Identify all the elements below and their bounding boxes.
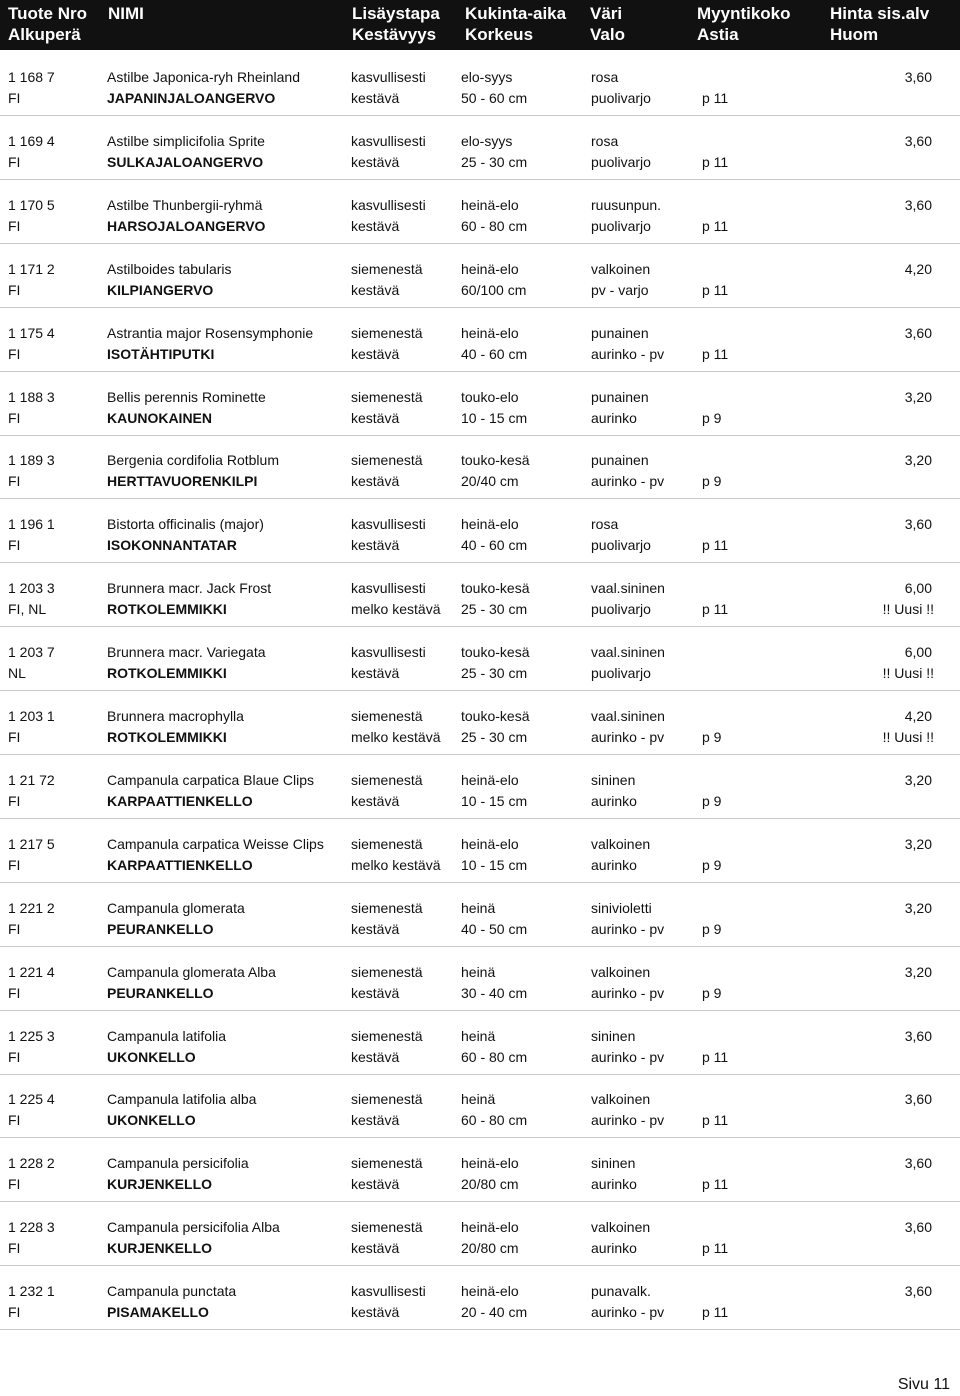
light: aurinko - pv <box>591 345 665 362</box>
bloom-time: touko-kesä <box>461 580 530 597</box>
flower-color: valkoinen <box>591 963 651 980</box>
product-number: 1 232 1 <box>8 1283 55 1300</box>
origin: FI <box>8 1112 21 1129</box>
bloom-time: heinä <box>461 899 496 916</box>
origin: FI, NL <box>8 601 47 618</box>
bloom-time: heinä <box>461 963 496 980</box>
latin-name: Astilbe simplicifolia Sprite <box>107 132 265 149</box>
price: 3,60 <box>904 132 932 149</box>
latin-name: Astilboides tabularis <box>107 260 232 277</box>
height: 25 - 30 cm <box>461 665 528 682</box>
table-row <box>0 133 960 197</box>
finnish-name: HERTTAVUORENKILPI <box>107 473 258 490</box>
hardiness: kestävä <box>351 537 400 554</box>
propagation-method: kasvullisesti <box>351 644 426 661</box>
finnish-name: SULKAJALOANGERVO <box>107 153 264 170</box>
pot-size: p 11 <box>702 1048 729 1065</box>
height: 20/80 cm <box>461 1240 519 1257</box>
height: 20/80 cm <box>461 1176 519 1193</box>
hardiness: kestävä <box>351 473 400 490</box>
finnish-name: KURJENKELLO <box>107 1176 213 1193</box>
bloom-time: heinä <box>461 1027 496 1044</box>
product-number: 1 175 4 <box>8 324 55 341</box>
light: aurinko - pv <box>591 1304 665 1321</box>
propagation-method: siemenestä <box>351 1219 423 1236</box>
height: 25 - 30 cm <box>461 153 528 170</box>
product-number: 1 228 2 <box>8 1155 55 1172</box>
light: aurinko <box>591 1240 637 1257</box>
flower-color: sininen <box>591 1155 636 1172</box>
table-row <box>0 772 960 836</box>
origin: FI <box>8 1048 21 1065</box>
price: 6,00 <box>904 580 932 597</box>
latin-name: Astilbe Japonica-ryh Rheinland <box>107 69 300 85</box>
flower-color: punavalk. <box>591 1283 651 1300</box>
propagation-method: kasvullisesti <box>351 69 426 85</box>
height: 25 - 30 cm <box>461 601 528 618</box>
origin: FI <box>8 1176 21 1193</box>
propagation-method: kasvullisesti <box>351 580 426 597</box>
header-nimi: NIMI <box>108 4 144 23</box>
latin-name: Campanula carpatica Weisse Clips <box>107 835 324 852</box>
propagation-method: siemenestä <box>351 260 423 277</box>
row-divider <box>0 1137 960 1138</box>
latin-name: Brunnera macr. Variegata <box>107 644 266 661</box>
price: 3,60 <box>904 324 932 341</box>
light: aurinko <box>591 1176 637 1193</box>
table-row <box>0 516 960 580</box>
row-divider <box>0 754 960 755</box>
flower-color: punainen <box>591 324 649 341</box>
propagation-method: siemenestä <box>351 452 423 469</box>
bloom-time: heinä-elo <box>461 1283 519 1300</box>
hardiness: kestävä <box>351 409 400 426</box>
flower-color: rosa <box>591 69 619 85</box>
height: 20 - 40 cm <box>461 1304 528 1321</box>
price: 3,60 <box>904 69 932 85</box>
flower-color: vaal.sininen <box>591 644 665 661</box>
bloom-time: heinä-elo <box>461 516 519 533</box>
price: 3,60 <box>904 1091 932 1108</box>
row-divider <box>0 115 960 116</box>
bloom-time: touko-kesä <box>461 708 530 724</box>
finnish-name: KARPAATTIENKELLO <box>107 856 253 873</box>
pot-size: p 9 <box>702 856 722 873</box>
flower-color: valkoinen <box>591 835 651 852</box>
propagation-method: siemenestä <box>351 835 423 852</box>
hardiness: kestävä <box>351 1112 400 1129</box>
height: 60 - 80 cm <box>461 217 528 234</box>
table-row <box>0 644 960 708</box>
origin: FI <box>8 984 21 1001</box>
flower-color: valkoinen <box>591 260 651 277</box>
origin: FI <box>8 409 21 426</box>
product-number: 1 203 1 <box>8 708 55 724</box>
table-row <box>0 964 960 1028</box>
flower-color: valkoinen <box>591 1219 651 1236</box>
latin-name: Campanula persicifolia <box>107 1155 249 1172</box>
flower-color: valkoinen <box>591 1091 651 1108</box>
pot-size: p 9 <box>702 920 722 937</box>
latin-name: Campanula glomerata <box>107 899 245 916</box>
finnish-name: ISOTÄHTIPUTKI <box>107 345 215 362</box>
finnish-name: KURJENKELLO <box>107 1240 213 1257</box>
pot-size: p 11 <box>702 217 729 234</box>
latin-name: Bistorta officinalis (major) <box>107 516 264 533</box>
latin-name: Bergenia cordifolia Rotblum <box>107 452 279 469</box>
light: aurinko - pv <box>591 984 665 1001</box>
row-divider <box>0 626 960 627</box>
pot-size: p 11 <box>702 1176 729 1193</box>
finnish-name: ISOKONNANTATAR <box>107 537 237 554</box>
price: 6,00 <box>904 644 932 661</box>
origin: FI <box>8 920 21 937</box>
propagation-method: siemenestä <box>351 388 423 405</box>
latin-name: Astilbe Thunbergii-ryhmä <box>107 196 263 213</box>
origin: FI <box>8 537 21 554</box>
row-divider <box>0 1265 960 1266</box>
pot-size: p 9 <box>702 729 722 745</box>
pot-size: p 11 <box>702 153 729 170</box>
product-number: 1 203 7 <box>8 644 55 661</box>
flower-color: rosa <box>591 516 619 533</box>
propagation-method: siemenestä <box>351 324 423 341</box>
header-alkupera: Alkuperä <box>8 25 81 44</box>
latin-name: Campanula latifolia <box>107 1027 227 1044</box>
product-number: 1 225 4 <box>8 1091 55 1108</box>
hardiness: melko kestävä <box>351 729 441 745</box>
height: 40 - 60 cm <box>461 537 528 554</box>
table-row <box>0 197 960 261</box>
row-divider <box>0 690 960 691</box>
height: 20/40 cm <box>461 473 519 490</box>
origin: FI <box>8 217 21 234</box>
bloom-time: heinä-elo <box>461 260 519 277</box>
price: 3,20 <box>904 388 932 405</box>
height: 25 - 30 cm <box>461 729 528 745</box>
table-row <box>0 1028 960 1092</box>
table-row <box>0 261 960 325</box>
finnish-name: HARSOJALOANGERVO <box>107 217 266 234</box>
latin-name: Campanula carpatica Blaue Clips <box>107 771 314 788</box>
finnish-name: KARPAATTIENKELLO <box>107 792 253 809</box>
hardiness: kestävä <box>351 1240 400 1257</box>
hardiness: kestävä <box>351 920 400 937</box>
hardiness: melko kestävä <box>351 601 441 618</box>
finnish-name: ROTKOLEMMIKKI <box>107 601 227 618</box>
hardiness: kestävä <box>351 90 400 106</box>
table-row <box>0 1155 960 1219</box>
table-row <box>0 1283 960 1347</box>
table-row <box>0 1219 960 1283</box>
propagation-method: siemenestä <box>351 1027 423 1044</box>
light: puolivarjo <box>591 601 651 618</box>
height: 60 - 80 cm <box>461 1048 528 1065</box>
bloom-time: heinä-elo <box>461 1219 519 1236</box>
latin-name: Astrantia major Rosensymphonie <box>107 324 314 341</box>
header-kukinta-aika: Kukinta-aika <box>465 4 567 23</box>
light: puolivarjo <box>591 665 651 682</box>
header-valo: Valo <box>590 25 625 44</box>
row-divider <box>0 562 960 563</box>
row-divider <box>0 1201 960 1202</box>
pot-size: p 11 <box>702 90 729 106</box>
row-divider <box>0 818 960 819</box>
origin: FI <box>8 90 21 106</box>
product-number: 1 196 1 <box>8 516 55 533</box>
header-korkeus: Korkeus <box>465 25 534 44</box>
latin-name: Brunnera macrophylla <box>107 708 244 724</box>
flower-color: punainen <box>591 388 649 405</box>
propagation-method: kasvullisesti <box>351 516 426 533</box>
light: puolivarjo <box>591 153 651 170</box>
height: 10 - 15 cm <box>461 409 528 426</box>
price: 3,20 <box>904 963 932 980</box>
height: 10 - 15 cm <box>461 792 528 809</box>
bloom-time: elo-syys <box>461 69 513 85</box>
hardiness: kestävä <box>351 345 400 362</box>
bloom-time: heinä-elo <box>461 196 519 213</box>
table-row <box>0 1091 960 1155</box>
row-divider <box>0 435 960 436</box>
price: 3,20 <box>904 899 932 916</box>
origin: FI <box>8 792 21 809</box>
hardiness: kestävä <box>351 153 400 170</box>
height: 40 - 50 cm <box>461 920 528 937</box>
pot-size: p 11 <box>702 1304 729 1321</box>
product-number: 1 221 4 <box>8 963 55 980</box>
header-tuote-nro: Tuote Nro <box>8 4 88 23</box>
product-number: 1 169 4 <box>8 132 55 149</box>
finnish-name: PEURANKELLO <box>107 920 214 937</box>
bloom-time: heinä <box>461 1091 496 1108</box>
light: pv - varjo <box>591 281 649 298</box>
origin: FI <box>8 281 21 298</box>
flower-color: rosa <box>591 132 619 149</box>
bloom-time: heinä-elo <box>461 324 519 341</box>
pot-size: p 11 <box>702 345 729 362</box>
flower-color: sininen <box>591 1027 636 1044</box>
latin-name: Campanula persicifolia Alba <box>107 1219 280 1236</box>
product-number: 1 188 3 <box>8 388 55 405</box>
bloom-time: elo-syys <box>461 132 513 149</box>
pot-size: p 11 <box>702 1240 729 1257</box>
product-number: 1 171 2 <box>8 260 55 277</box>
price: 4,20 <box>904 260 932 277</box>
finnish-name: KILPIANGERVO <box>107 281 214 298</box>
latin-name: Campanula latifolia alba <box>107 1091 257 1108</box>
light: puolivarjo <box>591 537 651 554</box>
hardiness: kestävä <box>351 984 400 1001</box>
flower-color: vaal.sininen <box>591 580 665 597</box>
propagation-method: kasvullisesti <box>351 1283 426 1300</box>
header-astia: Astia <box>697 25 739 44</box>
flower-color: vaal.sininen <box>591 708 665 724</box>
flower-color: sininen <box>591 771 636 788</box>
product-number: 1 203 3 <box>8 580 55 597</box>
light: aurinko - pv <box>591 1048 665 1065</box>
hardiness: melko kestävä <box>351 856 441 873</box>
table-row <box>0 389 960 453</box>
price: 3,20 <box>904 771 932 788</box>
row-divider <box>0 179 960 180</box>
price: 3,60 <box>904 1155 932 1172</box>
price: 3,20 <box>904 452 932 469</box>
light: aurinko <box>591 409 637 426</box>
header-hinta: Hinta sis.alv <box>830 4 930 23</box>
note: !! Uusi !! <box>882 601 934 618</box>
header-huom: Huom <box>830 25 879 44</box>
finnish-name: ROTKOLEMMIKKI <box>107 729 227 745</box>
bloom-time: heinä-elo <box>461 771 519 788</box>
propagation-method: siemenestä <box>351 899 423 916</box>
light: aurinko - pv <box>591 1112 665 1129</box>
propagation-method: siemenestä <box>351 1155 423 1172</box>
pot-size: p 11 <box>702 537 729 554</box>
hardiness: kestävä <box>351 1176 400 1193</box>
pot-size: p 9 <box>702 473 722 490</box>
latin-name: Campanula glomerata Alba <box>107 963 276 980</box>
origin: FI <box>8 1304 21 1321</box>
pot-size: p 9 <box>702 984 722 1001</box>
origin: FI <box>8 345 21 362</box>
flower-color: sinivioletti <box>591 899 652 916</box>
light: aurinko - pv <box>591 729 665 745</box>
price: 3,60 <box>904 1027 932 1044</box>
light: aurinko <box>591 792 637 809</box>
propagation-method: kasvullisesti <box>351 196 426 213</box>
header-myyntikoko: Myyntikoko <box>697 4 791 23</box>
origin: FI <box>8 1240 21 1257</box>
height: 40 - 60 cm <box>461 345 528 362</box>
flower-color: ruusunpun. <box>591 196 662 213</box>
row-divider <box>0 946 960 947</box>
price: 3,60 <box>904 1219 932 1236</box>
height: 60/100 cm <box>461 281 527 298</box>
product-number: 1 217 5 <box>8 835 55 852</box>
height: 30 - 40 cm <box>461 984 528 1001</box>
pot-size: p 9 <box>702 792 722 809</box>
hardiness: kestävä <box>351 217 400 234</box>
bloom-time: touko-kesä <box>461 644 530 661</box>
header-lisaystapa: Lisäystapa <box>352 4 440 23</box>
row-divider <box>0 1329 960 1330</box>
product-number: 1 189 3 <box>8 452 55 469</box>
height: 50 - 60 cm <box>461 90 528 106</box>
note: !! Uusi !! <box>882 729 934 745</box>
row-divider <box>0 498 960 499</box>
hardiness: kestävä <box>351 1048 400 1065</box>
pot-size: p 9 <box>702 409 722 426</box>
light: aurinko - pv <box>591 473 665 490</box>
table-row <box>0 708 960 772</box>
product-number: 1 170 5 <box>8 196 55 213</box>
product-number: 1 225 3 <box>8 1027 55 1044</box>
row-divider <box>0 243 960 244</box>
pot-size: p 11 <box>702 601 729 618</box>
bloom-time: heinä-elo <box>461 1155 519 1172</box>
latin-name: Bellis perennis Rominette <box>107 388 266 405</box>
product-number: 1 168 7 <box>8 69 55 85</box>
origin: FI <box>8 153 21 170</box>
propagation-method: siemenestä <box>351 708 423 724</box>
table-row <box>0 900 960 964</box>
row-divider <box>0 1010 960 1011</box>
table-row <box>0 325 960 389</box>
row-divider <box>0 1074 960 1075</box>
page-number: Sivu 11 <box>897 1376 950 1393</box>
table-row <box>0 580 960 644</box>
product-number: 1 221 2 <box>8 899 55 916</box>
price: 4,20 <box>904 708 932 724</box>
hardiness: kestävä <box>351 665 400 682</box>
bloom-time: heinä-elo <box>461 835 519 852</box>
price: 3,60 <box>904 516 932 533</box>
light: aurinko <box>591 856 637 873</box>
finnish-name: KAUNOKAINEN <box>107 409 212 426</box>
light: puolivarjo <box>591 217 651 234</box>
finnish-name: UKONKELLO <box>107 1112 196 1129</box>
hardiness: kestävä <box>351 792 400 809</box>
latin-name: Brunnera macr. Jack Frost <box>107 580 272 597</box>
row-divider <box>0 307 960 308</box>
finnish-name: UKONKELLO <box>107 1048 196 1065</box>
origin: FI <box>8 856 21 873</box>
price: 3,20 <box>904 835 932 852</box>
finnish-name: PEURANKELLO <box>107 984 214 1001</box>
product-number: 1 228 3 <box>8 1219 55 1236</box>
hardiness: kestävä <box>351 1304 400 1321</box>
table-row <box>0 452 960 516</box>
product-number: 1 21 72 <box>8 771 55 788</box>
row-divider <box>0 371 960 372</box>
table-row <box>0 836 960 900</box>
row-divider <box>0 882 960 883</box>
origin: NL <box>8 665 26 682</box>
latin-name: Campanula punctata <box>107 1283 237 1300</box>
propagation-method: kasvullisesti <box>351 132 426 149</box>
light: aurinko - pv <box>591 920 665 937</box>
pot-size: p 11 <box>702 1112 729 1129</box>
flower-color: punainen <box>591 452 649 469</box>
bloom-time: touko-elo <box>461 388 519 405</box>
table-row <box>0 69 960 133</box>
height: 60 - 80 cm <box>461 1112 528 1129</box>
hardiness: kestävä <box>351 281 400 298</box>
origin: FI <box>8 473 21 490</box>
finnish-name: PISAMAKELLO <box>107 1304 209 1321</box>
propagation-method: siemenestä <box>351 963 423 980</box>
finnish-name: ROTKOLEMMIKKI <box>107 665 227 682</box>
origin: FI <box>8 729 21 745</box>
light: puolivarjo <box>591 90 651 106</box>
price: 3,60 <box>904 1283 932 1300</box>
bloom-time: touko-kesä <box>461 452 530 469</box>
propagation-method: siemenestä <box>351 1091 423 1108</box>
header-vari: Väri <box>590 4 623 23</box>
propagation-method: siemenestä <box>351 771 423 788</box>
height: 10 - 15 cm <box>461 856 528 873</box>
finnish-name: JAPANINJALOANGERVO <box>107 90 276 106</box>
price: 3,60 <box>904 196 932 213</box>
header-kestavyys: Kestävyys <box>352 25 437 44</box>
pot-size: p 11 <box>702 281 729 298</box>
note: !! Uusi !! <box>882 665 934 682</box>
